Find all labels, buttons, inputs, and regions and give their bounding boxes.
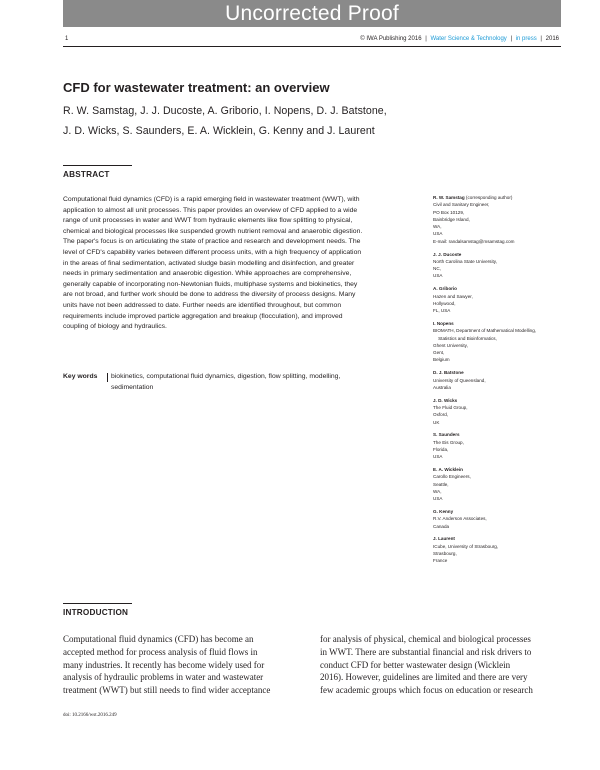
year: 2016 (545, 36, 559, 42)
affiliation-author (433, 535, 563, 542)
separator: | (425, 36, 427, 42)
text-line: Computational fluid dynamics (CFD) has become an (63, 634, 254, 644)
affiliation-line: The Eis Group, (433, 439, 464, 445)
affiliation-line: WA, (433, 488, 442, 494)
affiliation-line: R.V. Anderson Associates, (433, 516, 487, 522)
introduction-column-left (63, 633, 303, 697)
affiliation-block (433, 508, 563, 530)
affiliation-author (433, 194, 563, 201)
introduction-column-right (320, 633, 565, 697)
affiliation-line: University of Queensland, (433, 377, 486, 383)
affiliation-block (433, 320, 563, 364)
affiliation-author-name: D. J. Batstone (433, 370, 464, 376)
text-line: few academic groups which focus on education or research (320, 685, 533, 696)
keywords-text: sedimentation (111, 383, 154, 391)
abstract-line: chemical and biological processes like suspended growth nutrient removal and anaerobic digestion. (63, 227, 363, 235)
affiliation-line: Strasbourg, (433, 550, 457, 556)
affiliation-line: Gent, (433, 350, 445, 356)
abstract-line: Computational fluid dynamics (CFD) is a rapid emerging field in wastewater treatment (WWT), with (63, 196, 360, 203)
affiliation-author-name: S. Saunders (433, 432, 460, 438)
affiliation-author-name: E. A. Wicklein (433, 467, 463, 472)
affiliation-author (433, 397, 563, 404)
affiliation-block (433, 397, 563, 426)
affiliation-line: Canada (433, 523, 450, 529)
abstract-line: are not broad, and further work should be done to address the diversity of process designs. Many (63, 291, 356, 299)
affiliation-line: USA (433, 231, 443, 237)
affiliation-line: Oxford, (433, 412, 449, 418)
affiliation-block (433, 285, 563, 314)
affiliation-line: USA (433, 273, 443, 279)
affiliation-line: Carollo Engineers, (433, 474, 471, 480)
divider (63, 165, 132, 166)
affiliation-line: Belgium (433, 357, 450, 363)
keywords-label: Key words (63, 373, 98, 380)
text-line: conduct CFD for better wastewater design (Wicklein (320, 659, 511, 670)
affiliation-note: (corresponding author) (464, 195, 513, 200)
abstract-line: application to almost all unit processes. This paper provides an overview of CFD applied to a wide (63, 206, 358, 214)
separator: | (540, 36, 542, 42)
divider (63, 603, 132, 604)
keywords-text: biokinetics, computational fluid dynamics, digestion, flow splitting, modelling, (111, 373, 341, 380)
affiliation-author-name: I. Nopens (433, 320, 454, 326)
affiliation-author (433, 251, 563, 258)
author-list (63, 101, 463, 141)
page-number: 1 (65, 36, 69, 42)
introduction-heading: INTRODUCTION (63, 608, 129, 617)
affiliation-line: Florida, (433, 446, 449, 452)
affiliation-block (433, 535, 563, 564)
abstract-line: coupling of biology and hydraulics. (63, 323, 167, 331)
affiliation-block (433, 466, 563, 502)
affiliation-line: E-mail: randalsamstag@msamstag.com (433, 238, 515, 244)
affiliation-author (433, 508, 563, 515)
affiliation-block (433, 194, 563, 245)
affiliation-author-name: R. W. Samstag (433, 195, 465, 200)
separator: | (510, 36, 513, 42)
press-status: in press (515, 36, 537, 42)
abstract-line: range of unit processes in water and WWT from hydraulic elements like flow splitting to physical, (63, 217, 353, 225)
abstract-heading: ABSTRACT (63, 170, 110, 179)
affiliation-line: NC, (433, 266, 441, 272)
affiliation-line: Civil and Sanitary Engineer, (433, 202, 490, 208)
text-line: analysis of hydraulic problems in water and wastewater (63, 672, 264, 683)
abstract-line: generally capable of incorporating non-Newtonian fluids, multiphase systems and biokinetics, they (63, 280, 358, 288)
affiliation-author (433, 466, 563, 473)
proof-banner: Uncorrected Proof (63, 0, 561, 27)
abstract-line: in the areas of final sedimentation, activated sludge basin modelling and disinfection, and greater (63, 259, 355, 267)
doi[interactable]: doi: 10.2166/wst.2016.249 (63, 713, 117, 718)
affiliation-line: UK (433, 419, 440, 425)
affiliation-author (433, 431, 563, 438)
text-line: treatment (WWT) but still needs to find wider acceptance (63, 685, 271, 696)
affiliation-line: Australia (433, 384, 451, 390)
author-line: J. D. Wicks, S. Saunders, E. A. Wicklein, G. Kenny and J. Laurent (63, 125, 375, 137)
text-line: in WWT. There are substantial financial and risk drivers to (320, 646, 532, 657)
text-line: accepted method for process analysis of fluid flows in (63, 646, 258, 657)
copyright: © IWA Publishing 2016 (360, 36, 422, 42)
keywords-divider (107, 373, 108, 382)
affiliation-author-name: J. Laurent (433, 536, 455, 542)
text-line: 2016). However, guidelines are limited and there are very (320, 672, 528, 683)
journal-name[interactable]: Water Science & Technology (430, 36, 507, 42)
affiliation-line: USA (433, 454, 443, 460)
affiliation-block (433, 369, 563, 391)
affiliation-author (433, 285, 563, 292)
affiliation-author-name: J. D. Wicks (433, 397, 458, 403)
abstract-line: requirements include improved particle aggregation and breakup (flocculation), and improved (63, 312, 343, 320)
abstract-line: level of CFD's capability varies between different process units, with a high frequency of application (63, 248, 362, 256)
text-line: for analysis of physical, chemical and biological processes (320, 634, 531, 644)
affiliation-line: Statistics and Bioinformatics, (433, 335, 497, 341)
running-head (63, 32, 561, 47)
abstract-line: units have not been addressed to date. Further needs are identified throughout, but common (63, 301, 342, 309)
affiliation-line: ICube, University of Strasbourg, (433, 543, 499, 549)
affiliation-author-name: G. Kenny (433, 508, 454, 514)
affiliation-line: North Carolina State University, (433, 258, 497, 264)
affiliation-author-name: A. Griborio (433, 286, 457, 292)
affiliation-author (433, 320, 563, 327)
abstract-line: The paper's focus is on articulating the state of practice and research and development needs. The (63, 238, 361, 246)
text-line: many industries. It recently has become widely used for (63, 659, 265, 670)
affiliation-line: PO Box 10129, (433, 209, 465, 215)
affiliation-line: France (433, 558, 448, 564)
affiliation-author (433, 369, 563, 376)
affiliation-block (433, 431, 563, 460)
affiliation-line: FL, USA (433, 308, 451, 314)
abstract-line: needs in primary sedimentation and anaerobic digestion. While approaches are comprehensive, (63, 270, 352, 278)
affiliation-block (433, 251, 563, 280)
affiliations (433, 194, 563, 570)
paper-title: CFD for wastewater treatment: an overview (63, 80, 330, 95)
affiliation-line: Ghent University, (433, 342, 468, 348)
affiliation-line: Bainbridge Island, (433, 216, 470, 222)
affiliation-line: Hazen and Sawyer, (433, 293, 473, 299)
affiliation-author-name: J. J. Ducoste (433, 251, 462, 257)
affiliation-line: BIOMATH, Department of Mathematical Modelling, (433, 328, 537, 334)
author-line: R. W. Samstag, J. J. Ducoste, A. Griborio, I. Nopens, D. J. Batstone, (63, 105, 387, 117)
affiliation-line: Seattle, (433, 481, 449, 487)
affiliation-line: WA, (433, 224, 442, 230)
affiliation-line: USA (433, 496, 443, 502)
affiliation-line: Hollywood, (433, 300, 456, 306)
running-head-right (360, 32, 559, 46)
abstract-body (63, 195, 418, 333)
affiliation-line: The Fluid Group, (433, 404, 468, 410)
